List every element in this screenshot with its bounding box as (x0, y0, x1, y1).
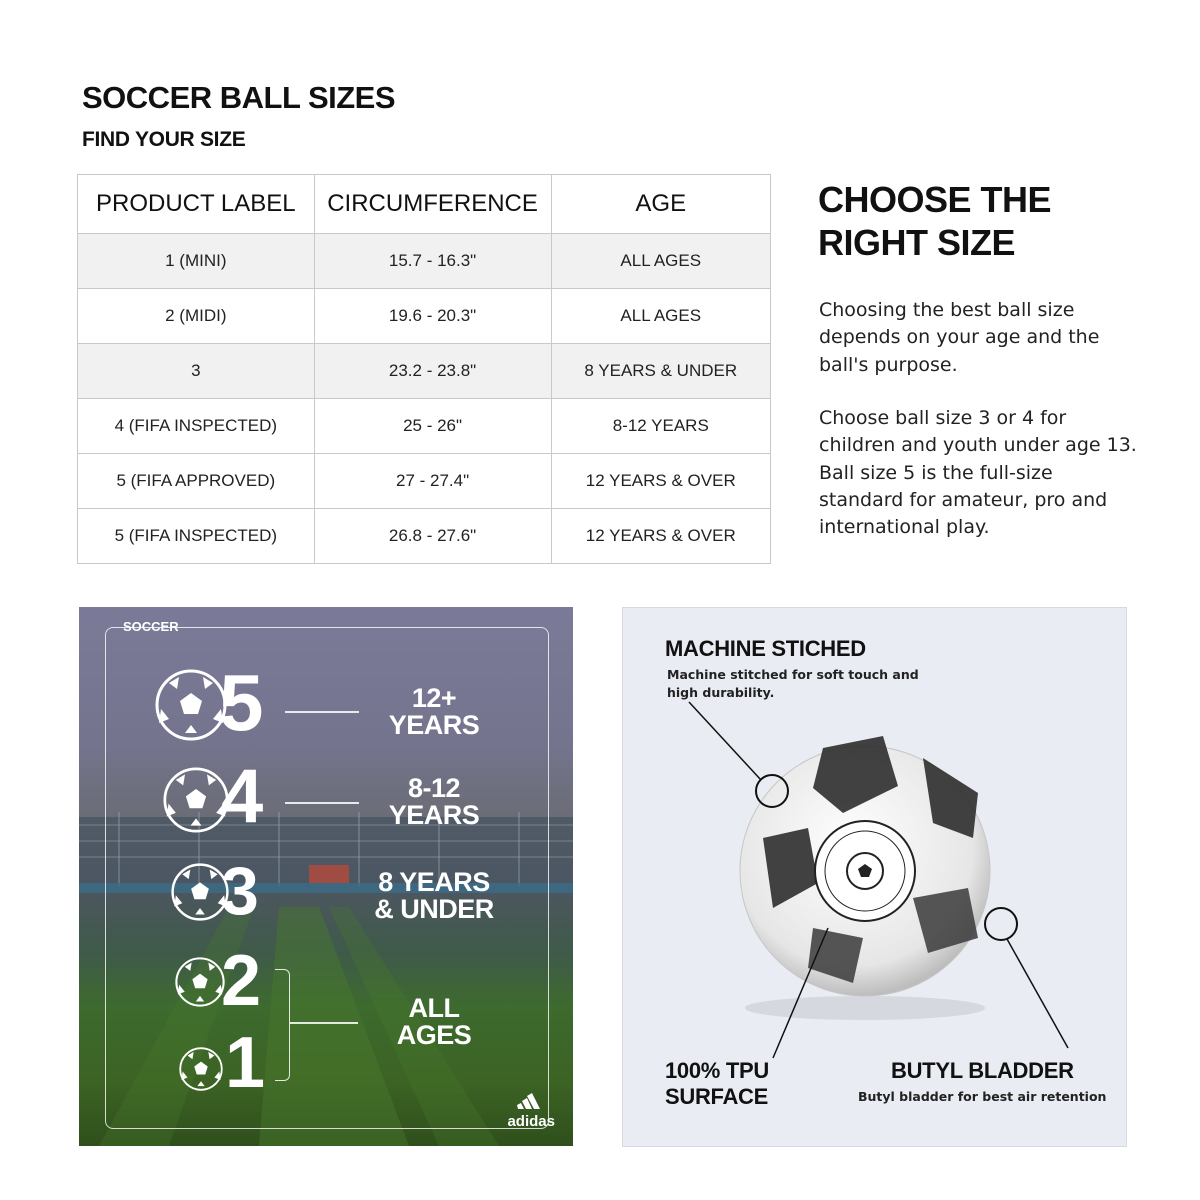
adidas-stripes-icon (516, 1091, 546, 1109)
page-title: SOCCER BALL SIZES (82, 80, 396, 115)
age-line-1: 8-12 (407, 773, 461, 803)
cell-age: 12 YEARS & OVER (551, 509, 770, 564)
feature-title-stitched: MACHINE STICHED (665, 636, 866, 661)
connector-line (290, 1022, 358, 1024)
feature-title-line-2: SURFACE (665, 1084, 769, 1109)
cell-age: ALL AGES (551, 289, 770, 344)
size-table (77, 174, 771, 564)
soccer-ball-icon (163, 767, 229, 833)
cell-product-label: 3 (78, 344, 315, 399)
size-number-2: 2 (221, 941, 262, 1021)
ball-feature-panel (622, 607, 1127, 1147)
table-header-row (78, 175, 771, 234)
cell-product-label: 5 (FIFA APPROVED) (78, 454, 315, 509)
choose-paragraph-1: Choosing the best ball size depends on your age and the ball's purpose. (819, 299, 1100, 376)
cell-circumference: 23.2 - 23.8" (314, 344, 551, 399)
table-row (78, 234, 771, 289)
age-line-1: 12+ (411, 683, 457, 713)
cell-product-label: 1 (MINI) (78, 234, 315, 289)
cell-circumference: 15.7 - 16.3" (314, 234, 551, 289)
soccer-ball-icon (179, 1047, 223, 1091)
choose-paragraph-2: Choose ball size 3 or 4 for children and youth under age 13. Ball size 5 is the full-size standard for amateur, pro and international play. (819, 407, 1137, 539)
cell-age: 12 YEARS & OVER (551, 454, 770, 509)
size-number-1: 1 (225, 1023, 266, 1103)
size-number-4: 4 (221, 754, 264, 839)
age-line-2: & UNDER (374, 894, 494, 924)
connector-line (285, 802, 359, 804)
age-line-1: ALL (408, 993, 460, 1023)
age-label-all (379, 995, 489, 1049)
age-line-2: AGES (396, 1020, 472, 1050)
column-header-age: AGE (551, 175, 770, 234)
cell-circumference: 19.6 - 20.3" (314, 289, 551, 344)
age-label-5 (379, 685, 489, 739)
table-row (78, 509, 771, 564)
feature-title-bladder: BUTYL BLADDER (891, 1058, 1074, 1083)
feature-text-bladder: Butyl bladder for best air retention (858, 1089, 1107, 1104)
age-line-2: YEARS (388, 800, 480, 830)
cell-product-label: 5 (FIFA INSPECTED) (78, 509, 315, 564)
cell-circumference: 25 - 26" (314, 399, 551, 454)
adidas-logo (507, 1091, 555, 1130)
age-line-1: 8 YEARS (378, 867, 490, 897)
brand-name: adidas (507, 1113, 555, 1130)
soccer-ball-icon (155, 669, 227, 741)
feature-text-stitched: Machine stitched for soft touch and high durability. (667, 667, 919, 700)
cell-circumference: 27 - 27.4" (314, 454, 551, 509)
cell-circumference: 26.8 - 27.6" (314, 509, 551, 564)
age-line-2: YEARS (388, 710, 480, 740)
soccer-label: SOCCER (123, 619, 179, 634)
choose-heading: CHOOSE THE RIGHT SIZE (818, 179, 1052, 263)
size-poster (79, 607, 573, 1146)
age-label-3 (364, 869, 504, 923)
size-number-3: 3 (221, 853, 259, 929)
cell-product-label: 4 (FIFA INSPECTED) (78, 399, 315, 454)
all-ages-bracket (275, 969, 290, 1081)
cell-product-label: 2 (MIDI) (78, 289, 315, 344)
table-row (78, 454, 771, 509)
connector-line (285, 711, 359, 713)
page-subtitle: FIND YOUR SIZE (82, 128, 246, 151)
cell-age: 8-12 YEARS (551, 399, 770, 454)
column-header-product-label: PRODUCT LABEL (78, 175, 315, 234)
table-row (78, 344, 771, 399)
age-label-4 (379, 775, 489, 829)
feature-title-tpu (665, 1058, 769, 1110)
column-header-circumference: CIRCUMFERENCE (314, 175, 551, 234)
table-row (78, 399, 771, 454)
table-row (78, 289, 771, 344)
cell-age: 8 YEARS & UNDER (551, 344, 770, 399)
soccer-ball-icon (175, 957, 225, 1007)
feature-title-line-1: 100% TPU (665, 1058, 769, 1083)
size-number-5: 5 (219, 658, 264, 747)
cell-age: ALL AGES (551, 234, 770, 289)
